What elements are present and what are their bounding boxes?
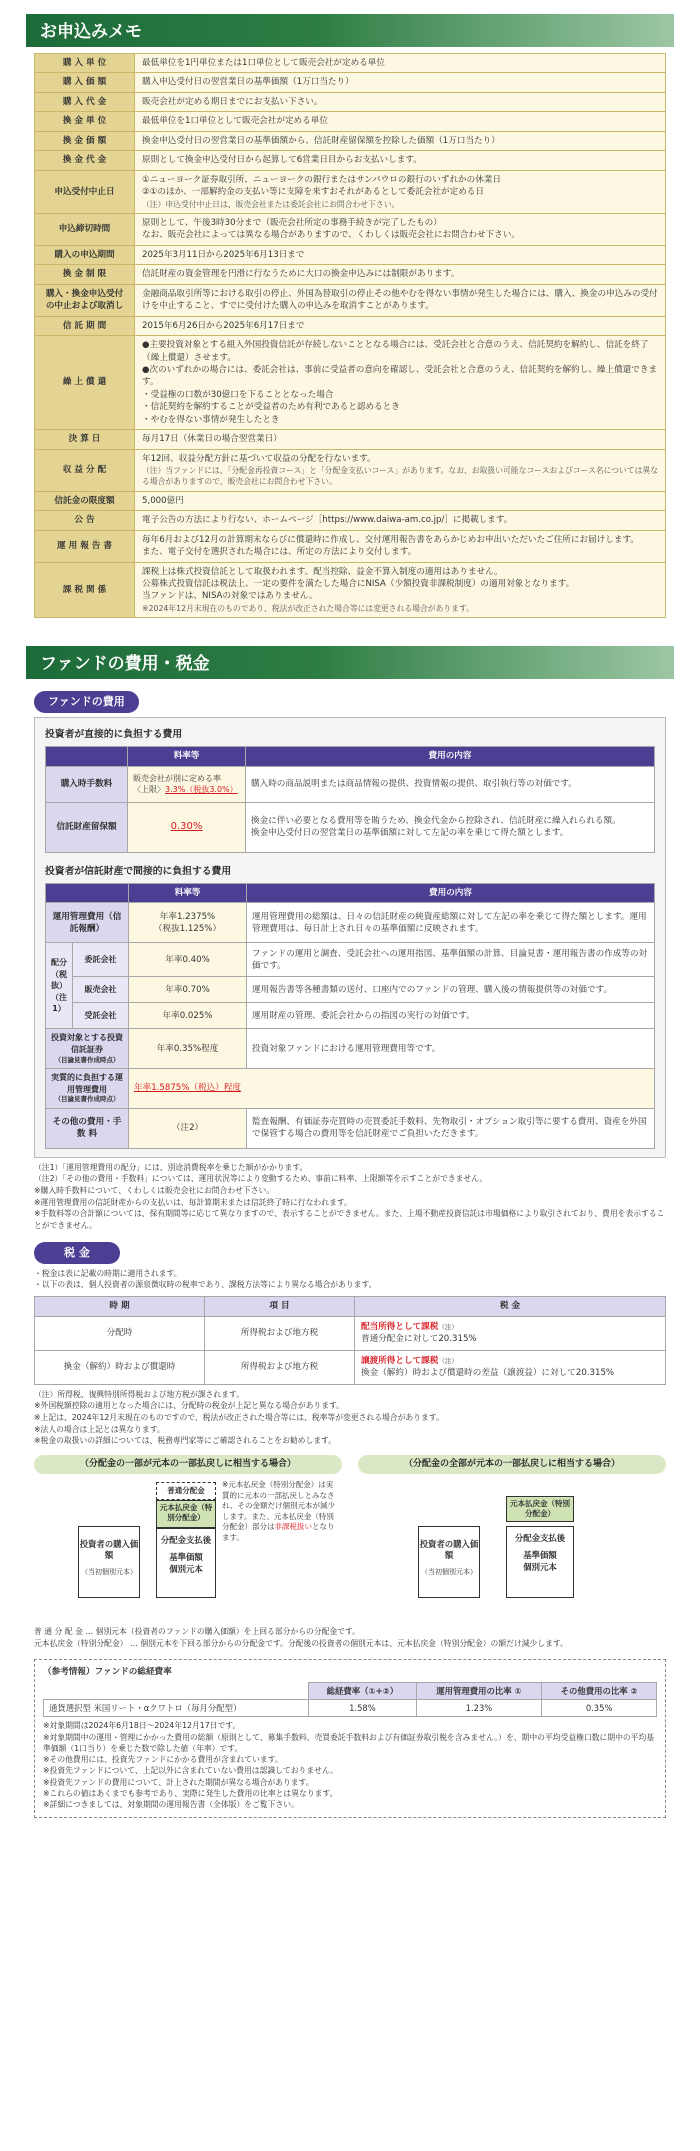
real-rate: 年率1.5875%（税込）程度 xyxy=(134,1083,241,1094)
reference-note: ※これらの値はあくまでも参考であり、実際に発生した費用の比率とは異なります。 xyxy=(43,1789,338,1799)
memo-value-cell xyxy=(135,284,666,316)
memo-value-cell xyxy=(135,54,666,73)
fee-note: （注1）「運用管理費用の配分」には、別途消費税率を乗じた額がかかります。 xyxy=(34,1162,308,1172)
memo-value: 購入申込受付日の翌営業日の基準価額（1万口当たり） xyxy=(142,77,354,88)
memo-key: 申込締切時間 xyxy=(35,213,135,245)
reference-box xyxy=(34,1659,666,1817)
memo-row xyxy=(35,151,666,170)
alloc-label: 配分（税抜）（注1） xyxy=(46,943,73,1029)
fee-note: ※購入時手数料について、くわしくは販売会社にお問合わせ下さい。 xyxy=(34,1186,275,1196)
memo-row xyxy=(35,284,666,316)
col-content-2: 費用の内容 xyxy=(247,884,655,903)
memo-value-cell xyxy=(135,511,666,530)
mgmt-rate: 年率1.2375% （税抜1.125%） xyxy=(129,903,247,943)
memo-key: 収 益 分 配 xyxy=(35,449,135,491)
memo-value: 原則として、午後3時30分まで（販売会社所定の事務手続きが完了したもの） なお、販売会社によっては異なる場合がありますので、くわしくは販売会社にお問合わせ下さい。 xyxy=(142,217,520,241)
principal-label: 個別元本 xyxy=(169,1563,203,1574)
tax-sup: （注） xyxy=(438,1356,458,1365)
alloc-who: 販売会社 xyxy=(73,977,129,1003)
memo-value: 2015年6月26日から2025年6月17日まで xyxy=(142,320,305,331)
memo-row xyxy=(35,73,666,92)
memo-row xyxy=(35,131,666,150)
left-note-end: となります。 xyxy=(222,1522,335,1542)
tax-note: ※上記は、2024年12月末現在のものですので、税法が改正された場合等には、税率等が変更される場合があります。 xyxy=(34,1412,444,1422)
distribution-diagram xyxy=(34,1455,666,1624)
fee-note: ※手数料等の合計額については、保有期間等に応じて異なりますので、表示することができません。また、上場不動産投資信託は市場価格により取引されており、費用を表示することができません。 xyxy=(34,1209,665,1231)
memo-row xyxy=(35,265,666,284)
memo-value: 最低単位を1口単位として販売会社が定める単位 xyxy=(142,116,328,127)
memo-value-cell xyxy=(135,336,666,430)
memo-key: 信託金の限度額 xyxy=(35,491,135,510)
memo-value-cell xyxy=(135,430,666,449)
memo-row xyxy=(35,530,666,562)
reference-note: ※投資先ファンドの費用について、計上された期間が異なる場合があります。 xyxy=(43,1777,314,1787)
memo-key: 換 金 価 額 xyxy=(35,131,135,150)
tax-type: 配当所得として課税 xyxy=(361,1321,439,1332)
reference-title: （参考情報）ファンドの総経費率 xyxy=(43,1667,172,1678)
reference-note: ※詳細につきましては、対象期間の運用報告書（全体版）をご覧下さい。 xyxy=(43,1800,299,1810)
memo-value: 金融商品取引所等における取引の停止、外国為替取引の停止その他やむを得ない事情が発生した場合には、購入、換金の申込みの受付けを中止すること、すでに受付けた購入の申込みを取消すことがあります。 xyxy=(142,288,658,312)
target-label: 投資対象とする投資信託証券 xyxy=(51,1033,123,1055)
alloc-rate: 年率0.40% xyxy=(129,943,247,977)
memo-note: （注）当ファンドには、「分配金再投資コース」と「分配金支払いコース」があります。なお、お取扱い可能なコースおよびコース名については異なる場合がありますので、販売会社にお問合わせ下さい。 xyxy=(142,466,658,487)
diagram-full xyxy=(358,1455,666,1624)
reference-note: ※投資先ファンドについて、上記以外に含まれていない費用は認識しておりません。 xyxy=(43,1766,339,1776)
reserve-rate: 0.30% xyxy=(170,821,203,833)
target-content: 投資対象ファンドにおける運用管理費用等です。 xyxy=(247,1029,655,1069)
memo-value: 信託財産の資金管理を円滑に行なうために大口の換金申込みには制限があります。 xyxy=(142,269,460,280)
expense-ratio-table xyxy=(43,1682,657,1717)
fees-pill: ファンドの費用 xyxy=(34,691,139,713)
diagram-left-title: （分配金の一部が元本の一部払戻しに相当する場合） xyxy=(34,1455,342,1474)
def-normal-key: 普 通 分 配 金 xyxy=(34,1627,83,1637)
tax-time: 換金（解約）時および償還時 xyxy=(35,1350,205,1384)
memo-value-cell xyxy=(135,92,666,111)
def-normal-value: … 個別元本（投資者のファンドの購入価額）を上回る部分からの分配金です。 xyxy=(85,1627,360,1637)
memo-value-cell xyxy=(135,265,666,284)
left-note: ※元本払戻金（特別分配金）は実質的に元本の一部払戻しとみなされ、その金額だけ個別元本が減少します。また、元本払戻金（特別分配金）部分は xyxy=(222,1480,335,1532)
diagram-right-title: （分配金の全部が元本の一部払戻しに相当する場合） xyxy=(358,1455,666,1474)
tax-col-item: 項 目 xyxy=(205,1297,355,1316)
after-label: 分配金支払後 xyxy=(514,1533,566,1544)
indirect-fee-table xyxy=(45,883,655,1149)
investor-price: 投資者の購入価額 xyxy=(419,1539,479,1561)
mgmt-label: 運用管理費用（信託報酬） xyxy=(46,903,129,943)
memo-value: ①ニューヨーク証券取引所、ニューヨークの銀行またはサンパウロの銀行のいずれかの休業日 ②①のほか、一部解約金の支払い等に支障を来すおそれがあるとして委託会社が定める日 xyxy=(142,174,502,198)
memo-value-cell xyxy=(135,449,666,491)
other-content: 監査報酬、有価証券売買時の売買委託手数料、先物取引・オプション取引等に要する費用、資産を外国で保管する場合の費用等を信託財産でご負担いただきます。 xyxy=(247,1108,655,1148)
tax-detail: 普通分配金に対して20.315% xyxy=(361,1334,477,1345)
col-content: 費用の内容 xyxy=(246,747,655,766)
memo-value: 換金申込受付日の翌営業日の基準価額から、信託財産留保額を控除した価額（1万口当たり） xyxy=(142,135,500,146)
memo-value: 最低単位を1円単位または1口単位として販売会社が定める単位 xyxy=(142,58,385,68)
memo-row xyxy=(35,430,666,449)
alloc-content: ファンドの運用と調査、受託会社への運用指図、基準価額の計算、目論見書・運用報告書の作成等の対価です。 xyxy=(247,943,655,977)
memo-value: 電子公告の方法により行ない、ホームページ［https://www.daiwa-am.co.jp/］に掲載します。 xyxy=(142,515,513,526)
tax-col-tax: 税 金 xyxy=(355,1297,666,1316)
tax-col-time: 時 期 xyxy=(35,1297,205,1316)
target-label-sub: （目論見書作成時点） xyxy=(54,1055,120,1064)
def-refund-value: … 個別元本を下回る部分からの分配金です。分配後の投資者の個別元本は、元本払戻金（特別分配金）の額だけ減少します。 xyxy=(130,1638,568,1648)
memo-value: 毎月17日（休業日の場合翌営業日） xyxy=(142,434,282,445)
tax-item: 所得税および地方税 xyxy=(205,1350,355,1384)
real-label: 実質的に負担する運用管理費用 xyxy=(51,1073,123,1094)
direct-fee-title: 投資者が直接的に負担する費用 xyxy=(45,729,183,741)
memo-value-cell xyxy=(135,213,666,245)
tax-detail: 換金（解約）時および償還時の差益（譲渡益）に対して20.315% xyxy=(361,1368,615,1379)
alloc-who: 委託会社 xyxy=(73,943,129,977)
memo-key: 運 用 報 告 書 xyxy=(35,530,135,562)
tax-intro: ・以下の表は、個人投資者の源泉徴収時の税率であり、課税方法等により異なる場合があります。 xyxy=(34,1280,377,1290)
memo-row xyxy=(35,511,666,530)
memo-row xyxy=(35,336,666,430)
indirect-fee-title: 投資者が信託財産で間接的に負担する費用 xyxy=(45,865,232,877)
memo-value-cell xyxy=(135,316,666,335)
memo-value: 課税上は株式投資信託として取扱われます。配当控除、益金不算入制度の適用はありません。 公募株式投資信託は税法上、一定の要件を満たした場合にNISA（少額投資非課税制度）の適用対象となります。 当ファンドは、NISAの対象ではありません。 xyxy=(142,566,575,602)
refund-box: 元本払戻金（特別分配金） xyxy=(156,1500,216,1528)
refund-box: 元本払戻金（特別分配金） xyxy=(506,1496,574,1522)
tax-note: ※外国税額控除の適用となった場合には、分配時の税金が上記と異なる場合があります。 xyxy=(34,1401,344,1411)
memo-row xyxy=(35,54,666,73)
ratio-total: 1.58% xyxy=(309,1700,416,1717)
alloc-content: 運用財産の管理、委託会社からの指図の実行の対価です。 xyxy=(247,1003,655,1029)
memo-row xyxy=(35,170,666,213)
buy-fee-cap: 〈上限〉 xyxy=(133,785,165,795)
memo-key: 信 託 期 間 xyxy=(35,316,135,335)
memo-key: 購 入 価 額 xyxy=(35,73,135,92)
tax-sup: （注） xyxy=(438,1322,458,1331)
tax-notes xyxy=(34,1389,666,1447)
reference-note: ※対象期間は2024年6月18日～2024年12月17日です。 xyxy=(43,1721,241,1731)
memo-value: 2025年3月11日から2025年6月13日まで xyxy=(142,249,305,260)
memo-value-cell xyxy=(135,73,666,92)
real-label-sub: （目論見書作成時点） xyxy=(54,1095,120,1104)
memo-value-cell xyxy=(135,112,666,131)
tax-time: 分配時 xyxy=(35,1316,205,1350)
tax-type: 譲渡所得として課税 xyxy=(361,1355,439,1366)
ratio-fund-name: 通貨選択型 米国リート・αクワトロ（毎月分配型） xyxy=(44,1700,309,1717)
memo-key: 換 金 代 金 xyxy=(35,151,135,170)
fees-section-header: ファンドの費用・税金 xyxy=(26,646,674,679)
memo-value-cell xyxy=(135,491,666,510)
alloc-content: 運用報告書等各種書類の送付、口座内でのファンドの管理、購入後の情報提供等の対価です。 xyxy=(247,977,655,1003)
col-rate-2: 料率等 xyxy=(129,884,247,903)
mgmt-content: 運用管理費用の総額は、日々の信託財産の純資産総額に対して左記の率を乗じて得た額とします。運用管理費用は、毎日計上され日々の基準価額に反映されます。 xyxy=(247,903,655,943)
diagram-partial xyxy=(34,1455,342,1624)
normal-div-box: 普通分配金 xyxy=(156,1482,216,1500)
buy-fee-max: 3.3%（税抜3.0%） xyxy=(165,785,238,795)
memo-value: ●主要投資対象とする組入外国投資信託が存続しないこととなる場合には、受託会社と合意のうえ、信託契約を解約し、信託を終了（繰上償還）させます。 ●次のいずれかの場合には、委託会社は、事前に受益者の意向を確認し、受託会社と合意のうえ、信託契約を解約し、繰上償還できます。 ・受益権の口数が30億口を下ることとなった場合 ・信託契約を解約することが受益者のため有利であると認めるとき ・やむを得ない事情が発生したとき xyxy=(142,340,658,425)
memo-value: 5,000億円 xyxy=(142,495,184,506)
buy-fee-label: 購入時手数料 xyxy=(46,766,128,802)
reserve-content: 換金に伴い必要となる費用等を賄うため、換金代金から控除され、信託財産に繰入れられる額。 換金申込受付日の翌営業日の基準価額に対して左記の率を乗じて得た額とします。 xyxy=(246,802,655,852)
memo-value: 原則として換金申込受付日から起算して6営業日目からお支払いします。 xyxy=(142,155,422,166)
nav-label: 基準価額 xyxy=(523,1550,557,1561)
memo-row xyxy=(35,316,666,335)
ratio-col-other: その他費用の比率 ② xyxy=(542,1682,657,1699)
reserve-label: 信託財産留保額 xyxy=(46,802,128,852)
tax-note: （注）所得税、復興特別所得税および地方税が課されます。 xyxy=(34,1389,244,1399)
memo-value-cell xyxy=(135,562,666,618)
reference-note: ※その他費用には、投資先ファンドにかかる費用が含まれています。 xyxy=(43,1755,283,1765)
direct-fee-table xyxy=(45,746,655,852)
ratio-col-mgmt: 運用管理費用の比率 ① xyxy=(416,1682,542,1699)
memo-key: 繰 上 償 還 xyxy=(35,336,135,430)
fee-notes xyxy=(34,1162,666,1232)
ratio-col-total: 総経費率（①+②） xyxy=(309,1682,416,1699)
memo-key: 購 入 単 位 xyxy=(35,54,135,73)
fee-note: ※運用管理費用の信託財産からの支払いは、毎計算期末または信託終了時に行なわれます。 xyxy=(34,1197,352,1207)
memo-row xyxy=(35,562,666,618)
memo-value-cell xyxy=(135,245,666,264)
memo-value: 毎年6月および12月の計算期末ならびに償還時に作成し、交付運用報告書をあらかじめお申出いただいたご住所にお届けします。 また、電子交付を選択された場合には、所定の方法により交付します。 xyxy=(142,534,639,558)
memo-note: （注）申込受付中止日は、販売会社または委託会社にお問合わせ下さい。 xyxy=(142,199,400,209)
memo-table xyxy=(34,53,666,618)
memo-row xyxy=(35,112,666,131)
other-rate: （注2） xyxy=(129,1108,247,1148)
memo-key: 換 金 単 位 xyxy=(35,112,135,131)
def-refund-key: 元本払戻金（特別分配金） xyxy=(34,1638,128,1648)
memo-row xyxy=(35,213,666,245)
alloc-who: 受託会社 xyxy=(73,1003,129,1029)
memo-key: 課 税 関 係 xyxy=(35,562,135,618)
nav-label: 基準価額 xyxy=(169,1552,203,1563)
tax-item: 所得税および地方税 xyxy=(205,1316,355,1350)
memo-row xyxy=(35,245,666,264)
memo-row xyxy=(35,491,666,510)
memo-key: 購入の申込期間 xyxy=(35,245,135,264)
investor-price: 投資者の購入価額 xyxy=(79,1539,139,1561)
tax-pill: 税 金 xyxy=(34,1242,120,1264)
principal-label: 個別元本 xyxy=(523,1561,557,1572)
memo-value-cell xyxy=(135,530,666,562)
investor-price-sub: （当初個別元本） xyxy=(421,1567,477,1576)
memo-row xyxy=(35,449,666,491)
memo-key: 公 告 xyxy=(35,511,135,530)
buy-fee-content: 購入時の商品説明または商品情報の提供、投資情報の提供、取引執行等の対価です。 xyxy=(246,766,655,802)
memo-key: 換 金 制 限 xyxy=(35,265,135,284)
memo-value-cell xyxy=(135,151,666,170)
fee-box xyxy=(34,717,666,1158)
after-label: 分配金支払後 xyxy=(160,1535,212,1546)
alloc-rate: 年率0.70% xyxy=(129,977,247,1003)
memo-value: 年12回、収益分配方針に基づいて収益の分配を行ないます。 xyxy=(142,453,376,464)
alloc-rate: 年率0.025% xyxy=(129,1003,247,1029)
memo-key: 購 入 代 金 xyxy=(35,92,135,111)
col-rate: 料率等 xyxy=(128,747,246,766)
reference-note: ※対象期間中の運用・管理にかかった費用の総額（原則として、募集手数料、売買委託手数料および有価証券取引税を含みません。）を、期中の平均受益権口数に期中の平均基準価額（1口当り）を乗じた数で除した値（年率）です。 xyxy=(43,1732,655,1753)
tax-table xyxy=(34,1296,666,1384)
memo-section-header: お申込みメモ xyxy=(26,14,674,47)
tax-note: ※税金の取扱いの詳細については、税務専門家等にご確認されることをお勧めします。 xyxy=(34,1436,337,1446)
target-rate: 年率0.35%程度 xyxy=(129,1029,247,1069)
ratio-other: 0.35% xyxy=(542,1700,657,1717)
memo-key: 決 算 日 xyxy=(35,430,135,449)
tax-intro: ・税金は表に記載の時期に適用されます。 xyxy=(34,1268,182,1278)
memo-value-cell xyxy=(135,131,666,150)
memo-value: 販売会社が定める期日までにお支払い下さい。 xyxy=(142,96,323,107)
reference-notes xyxy=(43,1720,657,1810)
left-note-red: 非課税扱い xyxy=(274,1522,312,1532)
buy-fee-rate: 販売会社が別に定める率 xyxy=(133,773,221,783)
memo-note: ※2024年12月末現在のものであり、税法が改正された場合等には変更される場合があります。 xyxy=(142,603,474,613)
ratio-mgmt: 1.23% xyxy=(416,1700,542,1717)
fee-note: （注2）「その他の費用・手数料」については、運用状況等により変動するため、事前に料率、上限額等を示すことができません。 xyxy=(34,1174,488,1184)
memo-key: 購入・換金申込受付の中止および取消し xyxy=(35,284,135,316)
distribution-definitions xyxy=(34,1626,666,1649)
memo-row xyxy=(35,92,666,111)
memo-value-cell xyxy=(135,170,666,213)
tax-note: ※法人の場合は上記とは異なります。 xyxy=(34,1424,165,1434)
memo-key: 申込受付中止日 xyxy=(35,170,135,213)
investor-price-sub: （当初個別元本） xyxy=(81,1567,137,1576)
other-label: その他の費用・手 数 料 xyxy=(46,1108,129,1148)
